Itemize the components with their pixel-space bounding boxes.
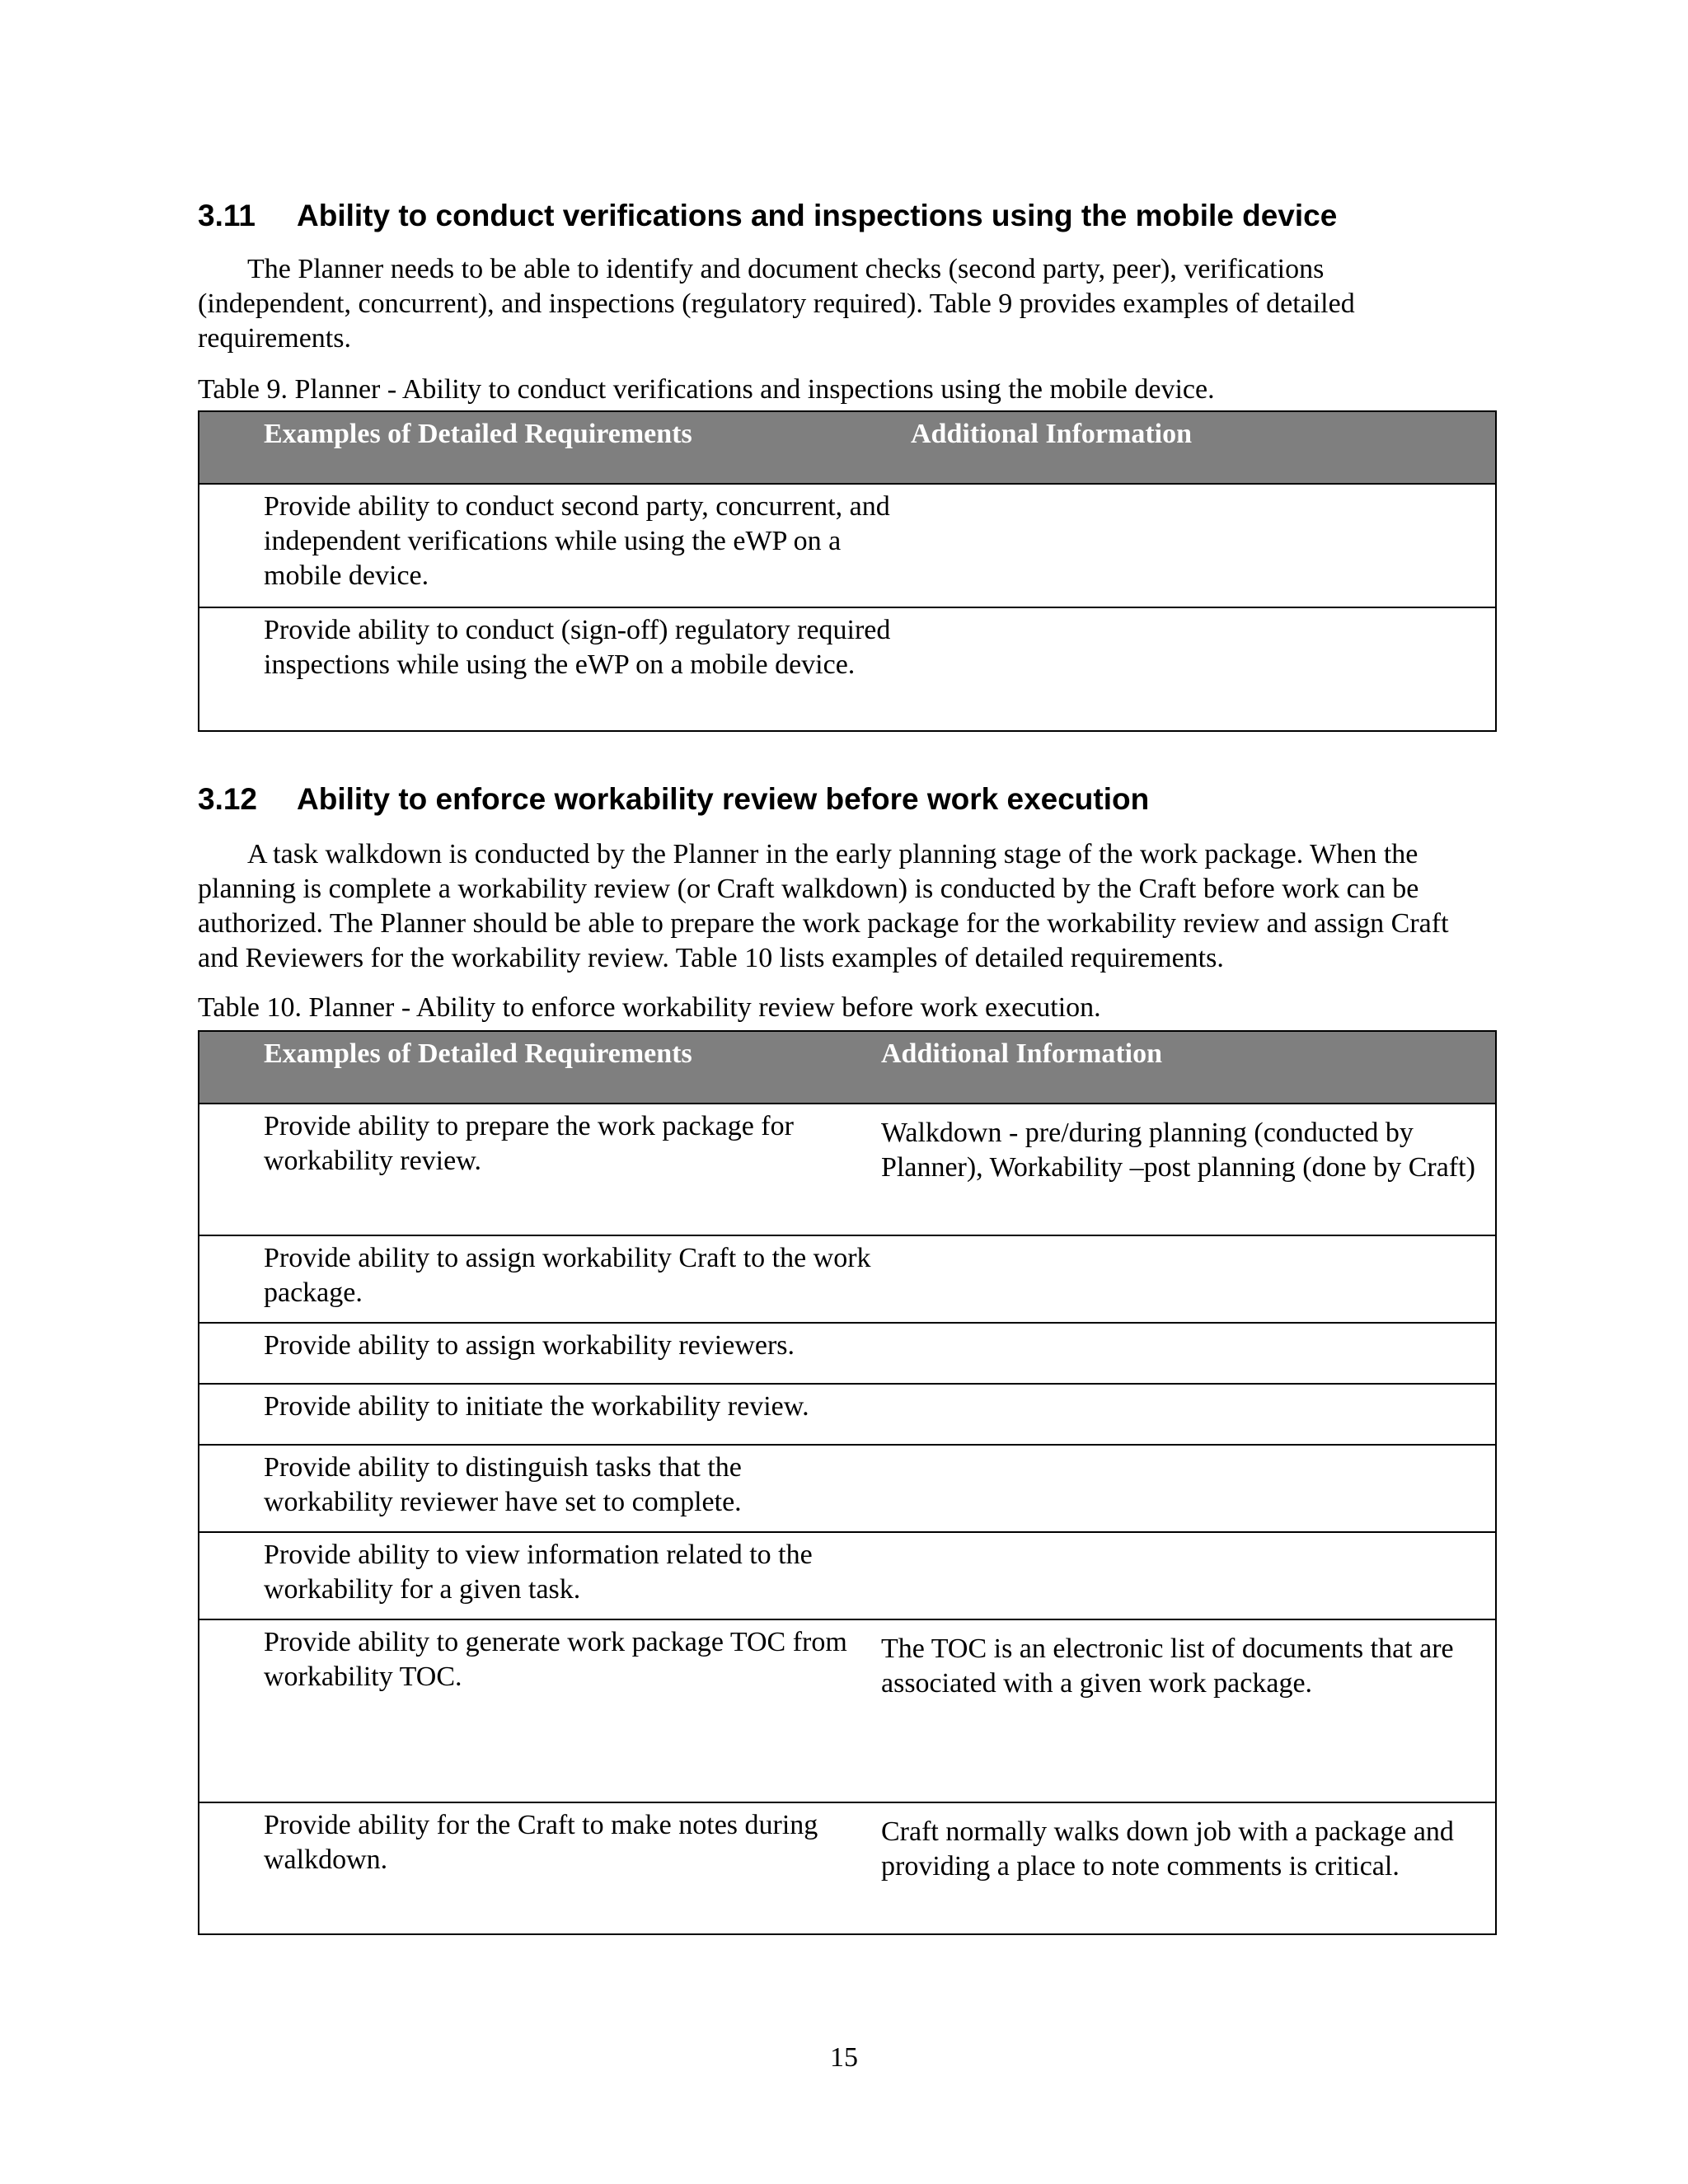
section-paragraph-3-12: A task walkdown is conducted by the Planner in the early planning stage of the work package. When the planning is complete a workability review (or Craft walkdown) is conducted by the Craft before work can be authorized. The Planner should be able to prepare the work package for the workability review and assign Craft and Reviewers for the workability review. Table 10 lists examples of detailed requirements. [198, 839, 1449, 973]
info-cell [881, 1235, 1496, 1323]
info-cell [881, 1532, 1496, 1619]
requirement-cell: Provide ability to assign workability reviewers. [199, 1323, 881, 1384]
info-cell [881, 1384, 1496, 1445]
table-row [199, 607, 1496, 731]
info-cell [881, 1445, 1496, 1532]
requirement-cell: Provide ability to generate work package TOC from workability TOC. [199, 1619, 881, 1802]
requirement-cell: Provide ability to view information related to the workability for a given task. [199, 1532, 881, 1619]
column-header-requirements: Examples of Detailed Requirements [199, 411, 911, 484]
page-number: 15 [830, 2042, 858, 2073]
table-row [199, 484, 1496, 607]
section-number: 3.12 [198, 782, 258, 816]
table-row [199, 1104, 1496, 1235]
requirement-cell: Provide ability to prepare the work package for workability review. [199, 1104, 881, 1235]
section-heading-3-11 [198, 198, 1500, 234]
info-cell [911, 484, 1496, 607]
table-caption-9: Table 9. Planner - Ability to conduct verifications and inspections using the mobile device. [198, 374, 1215, 405]
column-header-additional-info: Additional Information [881, 1031, 1496, 1104]
table-row [199, 1384, 1496, 1445]
table-row [199, 1323, 1496, 1384]
table-row [199, 1532, 1496, 1619]
info-cell [911, 607, 1496, 731]
requirement-cell: Provide ability to conduct second party, concurrent, and independent verifications while using the eWP on a mobile device. [199, 484, 911, 607]
table-row [199, 1235, 1496, 1323]
info-cell: Walkdown - pre/during planning (conducted by Planner), Workability –post planning (done by Craft) [881, 1104, 1496, 1235]
info-cell: The TOC is an electronic list of documents that are associated with a given work package. [881, 1619, 1496, 1802]
column-header-requirements: Examples of Detailed Requirements [199, 1031, 881, 1104]
info-cell: Craft normally walks down job with a package and providing a place to note comments is critical. [881, 1802, 1496, 1934]
requirement-cell: Provide ability for the Craft to make notes during walkdown. [199, 1802, 881, 1934]
table-header-row [199, 411, 1496, 484]
requirement-cell: Provide ability to conduct (sign-off) regulatory required inspections while using the eWP on a mobile device. [199, 607, 911, 731]
section-number: 3.11 [198, 199, 256, 232]
section-title: Ability to conduct verifications and inspections using the mobile device [297, 199, 1338, 232]
table-row [199, 1802, 1496, 1934]
requirement-cell: Provide ability to initiate the workability review. [199, 1384, 881, 1445]
requirement-cell: Provide ability to assign workability Craft to the work package. [199, 1235, 881, 1323]
section-heading-3-12 [198, 781, 1500, 818]
info-cell [881, 1323, 1496, 1384]
requirement-cell: Provide ability to distinguish tasks that the workability reviewer have set to complete. [199, 1445, 881, 1532]
requirements-table-9 [198, 410, 1497, 732]
column-header-additional-info: Additional Information [911, 411, 1496, 484]
requirements-table-10 [198, 1030, 1497, 1935]
table-caption-10: Table 10. Planner - Ability to enforce workability review before work execution. [198, 992, 1101, 1023]
section-paragraph-3-11: The Planner needs to be able to identify and document checks (second party, peer), verifications (independent, concurrent), and inspections (regulatory required). Table 9 provides examples of detailed requirements. [198, 254, 1355, 354]
table-row [199, 1445, 1496, 1532]
table-row [199, 1619, 1496, 1802]
section-title: Ability to enforce workability review before work execution [297, 782, 1150, 816]
table-header-row [199, 1031, 1496, 1104]
